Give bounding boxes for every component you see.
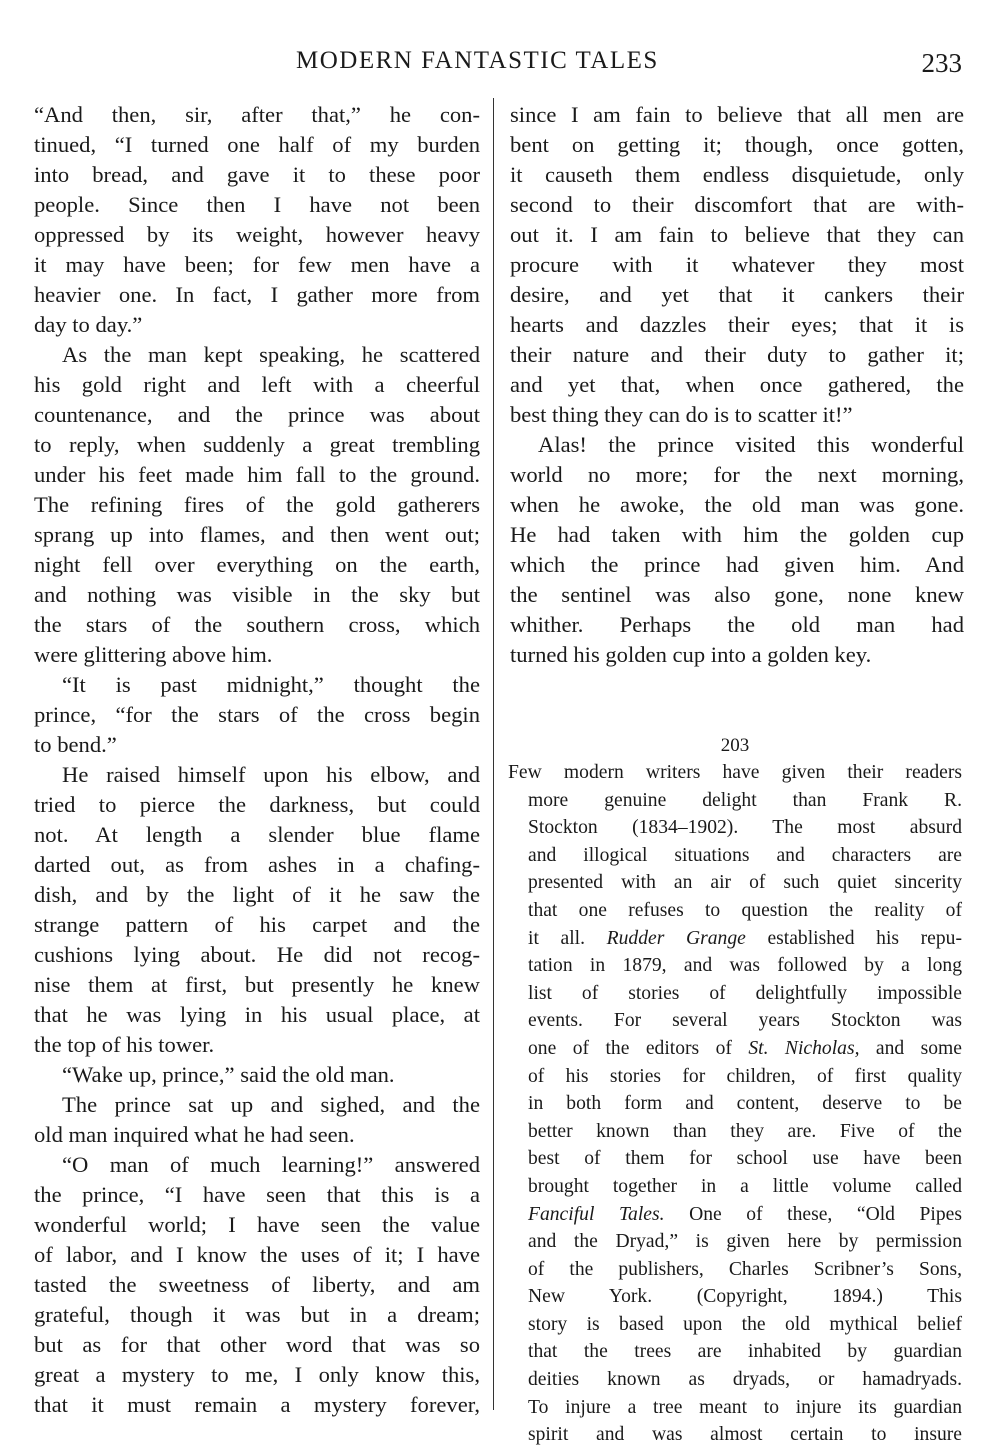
text-line: it causeth them endless disquietude, only <box>510 162 964 187</box>
note-line: of the publishers, Charles Scribner’s Sons, <box>528 1258 962 1280</box>
text-line: the top of his tower. <box>34 1032 215 1057</box>
note-text: and some <box>859 1037 962 1059</box>
note-text: it all. <box>528 927 607 949</box>
note-number: 203 <box>720 735 750 756</box>
text-line: since I am fain to believe that all men are <box>510 102 964 127</box>
text-line: wonderful world; I have seen the value <box>34 1212 480 1237</box>
text-line: day to day.” <box>34 312 143 337</box>
left-column <box>34 100 480 1420</box>
text-line: sprang up into flames, and then went out; <box>34 522 480 547</box>
magazine-title: St. Nicholas, <box>748 1037 860 1059</box>
text-line: his gold right and left with a cheerful <box>34 372 480 397</box>
note-line: list of stories of delightfully impossible <box>528 982 962 1004</box>
book-title: Rudder Grange <box>606 927 746 949</box>
note-line: story is based upon the old mythical belief <box>528 1313 962 1335</box>
note-line: events. For several years Stockton was <box>528 1010 962 1032</box>
text-line: Alas! the prince visited this wonderful <box>538 432 964 457</box>
text-line: nise them at first, but presently he knew <box>34 972 480 997</box>
note-line <box>508 1035 962 1063</box>
text-line: the sentinel was also gone, none knew <box>510 582 964 607</box>
running-head <box>0 44 1000 78</box>
text-line: bent on getting it; though, once gotten, <box>510 132 964 157</box>
text-line: to bend.” <box>34 732 117 757</box>
column-rule <box>493 98 494 1410</box>
book-title: Fanciful Tales. <box>528 1203 665 1225</box>
text-line: procure with it whatever they most <box>510 252 964 277</box>
text-line: prince, “for the stars of the cross begin <box>34 702 480 727</box>
right-column <box>510 100 964 670</box>
text-line: oppressed by its weight, however heavy <box>34 222 480 247</box>
text-line: which the prince had given him. And <box>510 552 964 577</box>
text-line: As the man kept speaking, he scattered <box>62 342 480 367</box>
text-line: tried to pierce the darkness, but could <box>34 792 480 817</box>
page-number: 233 <box>921 48 962 78</box>
text-line: “O man of much learning!” answered <box>62 1152 480 1177</box>
text-line: dish, and by the light of it he saw the <box>34 882 480 907</box>
text-line: that it must remain a mystery forever, <box>34 1392 480 1417</box>
note-line: To injure a tree meant to injure its guardian <box>528 1396 962 1418</box>
note-line: deities known as dryads, or hamadryads. <box>528 1369 962 1391</box>
text-line: world no more; for the next morning, <box>510 462 964 487</box>
text-line: second to their discomfort that are with- <box>510 192 964 217</box>
text-line: The refining fires of the gold gatherers <box>34 492 480 517</box>
text-line: heavier one. In fact, I gather more from <box>34 282 480 307</box>
text-line: it may have been; for few men have a <box>34 252 480 277</box>
text-line: desire, and yet that it cankers their <box>510 282 964 307</box>
text-line: that he was lying in his usual place, at <box>34 1002 480 1027</box>
text-line: hearts and dazzles their eyes; that it is <box>510 312 964 337</box>
running-title: MODERN FANTASTIC TALES <box>296 47 659 74</box>
note-line: spirit and was almost certain to insure <box>528 1424 962 1446</box>
text-line: but as for that other word that was so <box>34 1332 480 1357</box>
text-line: into bread, and gave it to these poor <box>34 162 480 187</box>
note-text: one of the editors of <box>528 1037 749 1059</box>
text-line: out it. I am fain to believe that they can <box>510 222 964 247</box>
text-line: to reply, when suddenly a great trembling <box>34 432 480 457</box>
note-line: brought together in a little volume called <box>528 1175 962 1197</box>
note-line: better known than they are. Five of the <box>528 1120 962 1142</box>
text-line: grateful, though it was but in a dream; <box>34 1302 480 1327</box>
text-line: old man inquired what he had seen. <box>34 1122 355 1147</box>
text-line: were glittering above him. <box>34 642 273 667</box>
note-line: New York. (Copyright, 1894.) This <box>528 1286 962 1308</box>
note-line: more genuine delight than Frank R. <box>528 789 962 811</box>
text-line: when he awoke, the old man was gone. <box>510 492 964 517</box>
note-line: and the Dryad,” is given here by permission <box>528 1231 962 1253</box>
note-line: tation in 1879, and was followed by a long <box>528 955 962 977</box>
text-line: under his feet made him fall to the ground. <box>34 462 480 487</box>
text-line: darted out, as from ashes in a chafing- <box>34 852 480 877</box>
text-line: The prince sat up and sighed, and the <box>62 1092 480 1117</box>
text-line: “Wake up, prince,” said the old man. <box>62 1062 395 1087</box>
note-line: and illogical situations and characters are <box>528 844 962 866</box>
note-line <box>508 1201 962 1229</box>
text-line: great a mystery to me, I only know this, <box>34 1362 480 1387</box>
text-line: the stars of the southern cross, which <box>34 612 480 637</box>
text-line: and nothing was visible in the sky but <box>34 582 480 607</box>
text-line: not. At length a slender blue flame <box>34 822 480 847</box>
text-line: “And then, sir, after that,” he con- <box>34 102 480 127</box>
text-line: the prince, “I have seen that this is a <box>34 1182 480 1207</box>
text-line: countenance, and the prince was about <box>34 402 480 427</box>
note-line: of his stories for children, of first quality <box>528 1065 962 1087</box>
text-line: “It is past midnight,” thought the <box>62 672 480 697</box>
text-line: He raised himself upon his elbow, and <box>62 762 480 787</box>
note-line: Few modern writers have given their readers <box>508 762 962 783</box>
text-line: and yet that, when once gathered, the <box>510 372 964 397</box>
text-line: He had taken with him the golden cup <box>510 522 964 547</box>
editor-note <box>508 733 962 1449</box>
text-line: best thing they can do is to scatter it!” <box>510 402 853 427</box>
note-line: in both form and content, deserve to be <box>528 1093 962 1115</box>
text-line: their nature and their duty to gather it; <box>510 342 964 367</box>
note-text: One of these, “Old Pipes <box>664 1203 962 1225</box>
note-line: that the trees are inhabited by guardian <box>528 1341 962 1363</box>
note-text: established his repu- <box>745 927 962 949</box>
note-line <box>508 925 962 953</box>
note-line: best of them for school use have been <box>528 1148 962 1170</box>
text-line: tasted the sweetness of liberty, and am <box>34 1272 480 1297</box>
note-line: Stockton (1834–1902). The most absurd <box>528 817 962 839</box>
note-line: presented with an air of such quiet sincerity <box>528 872 962 894</box>
text-line: strange pattern of his carpet and the <box>34 912 480 937</box>
text-line: night fell over everything on the earth, <box>34 552 480 577</box>
text-line: people. Since then I have not been <box>34 192 480 217</box>
text-line: whither. Perhaps the old man had <box>510 612 964 637</box>
note-line: that one refuses to question the reality of <box>528 899 962 921</box>
text-line: cushions lying about. He did not recog- <box>34 942 480 967</box>
text-line: turned his golden cup into a golden key. <box>510 642 872 667</box>
text-line: tinued, “I turned one half of my burden <box>34 132 480 157</box>
text-line: of labor, and I know the uses of it; I have <box>34 1242 480 1267</box>
